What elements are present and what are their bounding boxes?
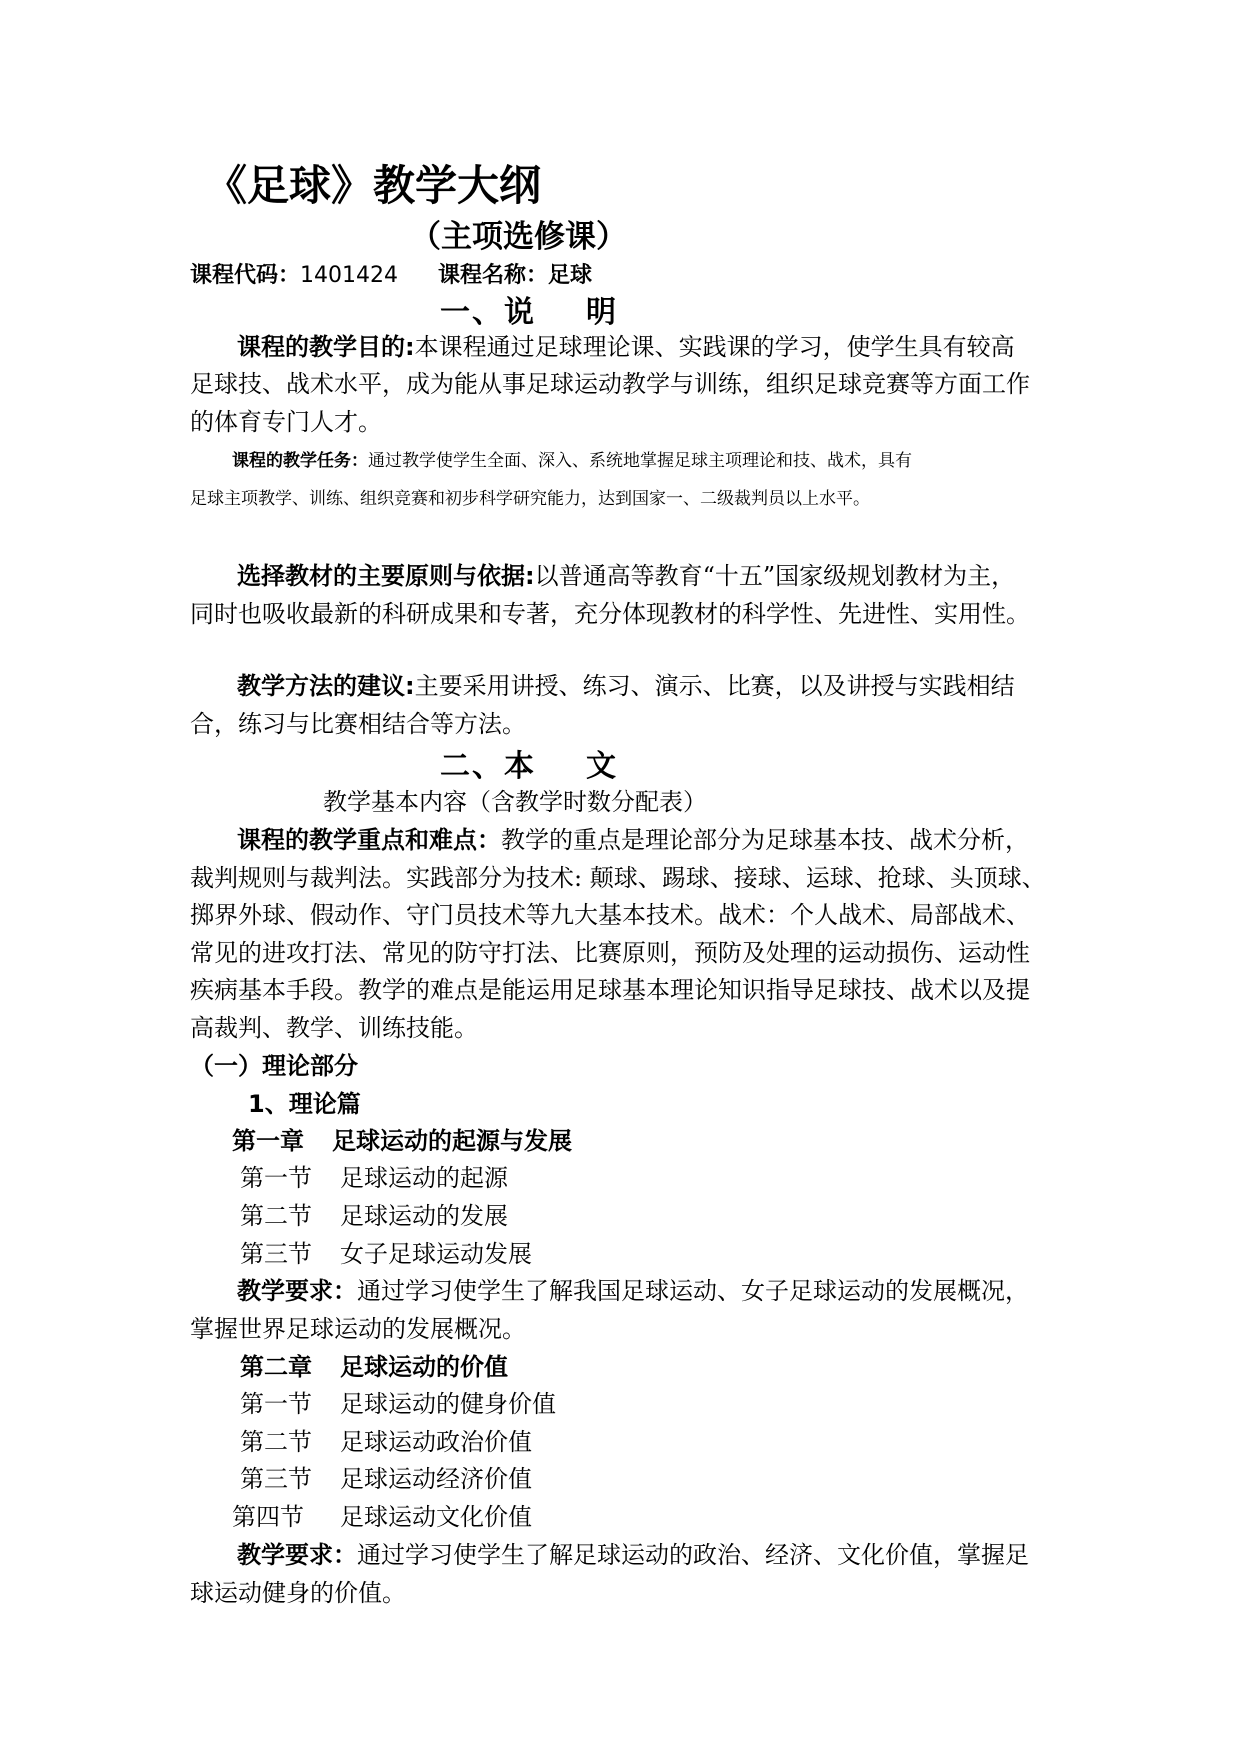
section-item — [240, 1386, 556, 1423]
methods-line: 合，练习与比赛相结合等方法。 — [190, 710, 526, 738]
section-item — [240, 1160, 508, 1197]
course-info — [190, 262, 592, 290]
section-title: 足球运动的发展 — [340, 1202, 508, 1230]
course-name-label: 课程名称： — [438, 263, 549, 288]
requirement-line: 通过学习使学生了解我国足球运动、女子足球运动的发展概况， — [357, 1277, 1029, 1305]
section-number: 第一节 — [240, 1390, 312, 1418]
content-caption: 教学基本内容（含教学时数分配表） — [323, 788, 707, 816]
purpose-paragraph — [237, 329, 1015, 366]
chapter-2-requirement — [237, 1537, 1029, 1574]
principles-line: 以普通高等教育“十五”国家级规划教材为主， — [534, 562, 1016, 590]
key-points-line: 教学的重点是理论部分为足球基本技、战术分析， — [501, 826, 1029, 854]
section-number: 第二节 — [240, 1428, 312, 1456]
requirement-line: 掌握世界足球运动的发展概况。 — [190, 1315, 526, 1343]
section-item — [232, 1499, 532, 1536]
chapter-title: 足球运动的价值 — [340, 1353, 508, 1381]
section-title: 足球运动经济价值 — [340, 1465, 532, 1493]
methods-label: 教学方法的建议: — [237, 672, 415, 700]
key-points-paragraph — [237, 822, 1029, 859]
section-2-number: 二、本 — [440, 749, 536, 784]
section-number: 第一节 — [240, 1164, 312, 1192]
section-number: 第三节 — [240, 1240, 312, 1268]
key-points-line: 疾病基本手段。教学的难点是能运用足球基本理论知识指导足球技、战术以及提 — [190, 976, 1030, 1004]
chapter-1-requirement — [237, 1273, 1029, 1310]
section-item — [240, 1236, 532, 1273]
section-2-title: 文 — [586, 749, 618, 784]
task-line: 通过教学使学生全面、深入、系统地掌握足球主项理论和技、战术，具有 — [368, 451, 912, 471]
page-subtitle: （主项选修课） — [410, 219, 627, 255]
purpose-line: 本课程通过足球理论课、实践课的学习，使学生具有较高 — [414, 333, 1015, 361]
section-item — [240, 1424, 532, 1461]
chapter-2-heading — [240, 1349, 508, 1386]
purpose-line: 足球技、战术水平，成为能从事足球运动教学与训练，组织足球竞赛等方面工作 — [190, 370, 1030, 398]
section-title: 足球运动文化价值 — [340, 1503, 532, 1531]
principles-line: 同时也吸收最新的科研成果和专著，充分体现教材的科学性、先进性、实用性。 — [190, 600, 1030, 628]
section-number: 第三节 — [240, 1465, 312, 1493]
chapter-1-heading — [232, 1123, 572, 1160]
task-paragraph — [232, 447, 912, 475]
key-points-line: 常见的进攻打法、常见的防守打法、比赛原则，预防及处理的运动损伤、运动性 — [190, 939, 1030, 967]
requirement-line: 球运动健身的价值。 — [190, 1579, 406, 1607]
section-item — [240, 1198, 508, 1235]
section-title: 足球运动的起源 — [340, 1164, 508, 1192]
methods-line: 主要采用讲授、练习、演示、比赛，以及讲授与实践相结 — [414, 672, 1015, 700]
key-points-label: 课程的教学重点和难点： — [237, 826, 501, 854]
section-title: 足球运动政治价值 — [340, 1428, 532, 1456]
part-heading: （一）理论部分 — [190, 1052, 358, 1080]
principles-paragraph — [237, 558, 1015, 595]
page-title: 《足球》教学大纲 — [205, 161, 542, 210]
key-points-line: 掷界外球、假动作、守门员技术等九大基本技术。战术：个人战术、局部战术、 — [190, 901, 1030, 929]
requirement-line: 通过学习使学生了解足球运动的政治、经济、文化价值，掌握足 — [357, 1541, 1029, 1569]
chapter-number: 第一章 — [232, 1127, 304, 1155]
key-points-line: 裁判规则与裁判法。实践部分为技术: 颠球、踢球、接球、运球、抢球、头顶球、 — [190, 864, 1046, 892]
section-title: 足球运动的健身价值 — [340, 1390, 556, 1418]
requirement-label: 教学要求： — [237, 1277, 357, 1305]
section-1-number: 一、说 — [440, 295, 536, 330]
section-heading-2 — [440, 741, 618, 785]
purpose-label: 课程的教学目的: — [237, 333, 415, 361]
chapter-number: 第二章 — [240, 1353, 312, 1381]
chapter-title: 足球运动的起源与发展 — [332, 1127, 572, 1155]
course-name: 足球 — [548, 263, 593, 288]
course-code: 1401424 — [300, 263, 398, 288]
purpose-line: 的体育专门人才。 — [190, 408, 382, 436]
section-number: 第二节 — [240, 1202, 312, 1230]
methods-paragraph — [237, 668, 1015, 705]
section-heading-1 — [440, 287, 618, 331]
task-line: 足球主项教学、训练、组织竞赛和初步科学研究能力，达到国家一、二级裁判员以上水平。 — [190, 489, 870, 509]
section-1-title: 明 — [586, 295, 618, 330]
section-item — [240, 1461, 532, 1498]
theory-heading: 1、理论篇 — [248, 1090, 361, 1118]
principles-label: 选择教材的主要原则与依据: — [237, 562, 535, 590]
requirement-label: 教学要求： — [237, 1541, 357, 1569]
section-number: 第四节 — [232, 1503, 304, 1531]
section-title: 女子足球运动发展 — [340, 1240, 532, 1268]
task-label: 课程的教学任务： — [232, 451, 368, 471]
key-points-line: 高裁判、教学、训练技能。 — [190, 1014, 478, 1042]
course-code-label: 课程代码： — [190, 263, 301, 288]
